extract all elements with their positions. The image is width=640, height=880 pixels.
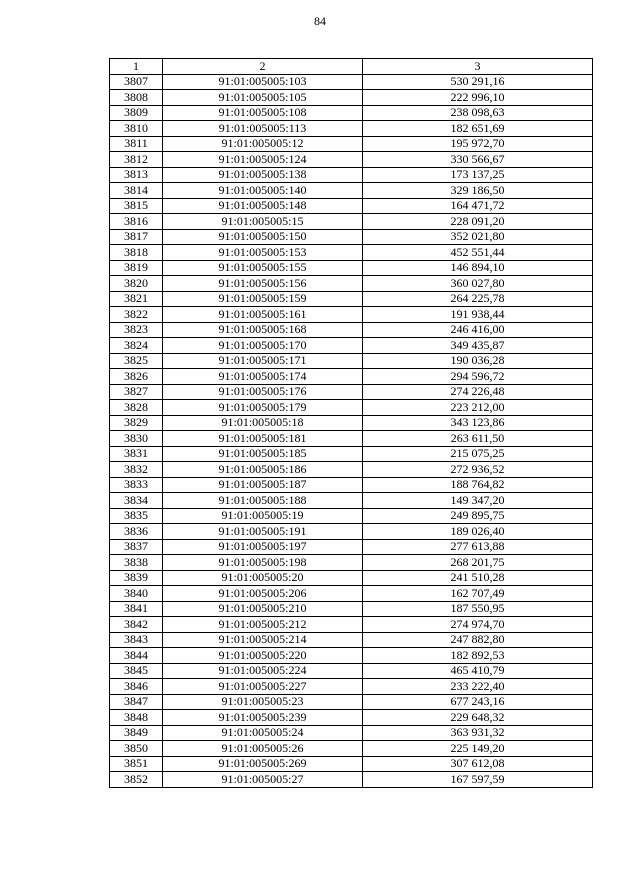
value-cell: 225 149,20 [363,741,593,757]
value-cell: 164 471,72 [363,198,593,214]
column-header-2: 2 [163,59,363,75]
row-number-cell: 3847 [110,694,163,710]
row-number-cell: 3826 [110,369,163,385]
cadastral-number-cell: 91:01:005005:140 [163,183,363,199]
cadastral-number-cell: 91:01:005005:170 [163,338,363,354]
value-cell: 677 243,16 [363,694,593,710]
value-cell: 229 648,32 [363,710,593,726]
row-number-cell: 3833 [110,477,163,493]
cadastral-number-cell: 91:01:005005:176 [163,384,363,400]
row-number-cell: 3836 [110,524,163,540]
cadastral-number-cell: 91:01:005005:103 [163,74,363,90]
table-row [110,741,593,757]
table-row [110,648,593,664]
table-row [110,276,593,292]
row-number-cell: 3814 [110,183,163,199]
value-cell: 215 075,25 [363,446,593,462]
row-number-cell: 3841 [110,601,163,617]
row-number-cell: 3848 [110,710,163,726]
value-cell: 222 996,10 [363,90,593,106]
table-header-row [110,59,593,75]
row-number-cell: 3835 [110,508,163,524]
table-row [110,229,593,245]
cadastral-number-cell: 91:01:005005:105 [163,90,363,106]
value-cell: 363 931,32 [363,725,593,741]
table-row [110,524,593,540]
value-cell: 249 895,75 [363,508,593,524]
row-number-cell: 3831 [110,446,163,462]
page-number: 84 [314,14,326,28]
value-cell: 264 225,78 [363,291,593,307]
table-body [110,74,593,787]
table-row [110,198,593,214]
row-number-cell: 3839 [110,570,163,586]
table-row [110,772,593,788]
table-row [110,663,593,679]
row-number-cell: 3829 [110,415,163,431]
cadastral-number-cell: 91:01:005005:12 [163,136,363,152]
table-row [110,539,593,555]
cadastral-number-cell: 91:01:005005:18 [163,415,363,431]
table-row [110,570,593,586]
table-row [110,121,593,137]
row-number-cell: 3844 [110,648,163,664]
row-number-cell: 3817 [110,229,163,245]
table-row [110,679,593,695]
row-number-cell: 3813 [110,167,163,183]
table-row [110,90,593,106]
cadastral-number-cell: 91:01:005005:108 [163,105,363,121]
table-row [110,74,593,90]
cadastral-number-cell: 91:01:005005:269 [163,756,363,772]
cadastral-number-cell: 91:01:005005:212 [163,617,363,633]
value-cell: 167 597,59 [363,772,593,788]
table-row [110,338,593,354]
value-cell: 149 347,20 [363,493,593,509]
row-number-cell: 3819 [110,260,163,276]
row-number-cell: 3843 [110,632,163,648]
value-cell: 146 894,10 [363,260,593,276]
row-number-cell: 3818 [110,245,163,261]
cadastral-number-cell: 91:01:005005:159 [163,291,363,307]
value-cell: 277 613,88 [363,539,593,555]
table-row [110,307,593,323]
table-header [110,59,593,75]
cadastral-number-cell: 91:01:005005:198 [163,555,363,571]
table-row [110,369,593,385]
value-cell: 182 651,69 [363,121,593,137]
cadastral-number-cell: 91:01:005005:138 [163,167,363,183]
row-number-cell: 3821 [110,291,163,307]
value-cell: 247 882,80 [363,632,593,648]
cadastral-number-cell: 91:01:005005:26 [163,741,363,757]
row-number-cell: 3850 [110,741,163,757]
row-number-cell: 3824 [110,338,163,354]
value-cell: 349 435,87 [363,338,593,354]
cadastral-number-cell: 91:01:005005:156 [163,276,363,292]
table-row [110,555,593,571]
row-number-cell: 3816 [110,214,163,230]
row-number-cell: 3811 [110,136,163,152]
table-row [110,415,593,431]
cadastral-number-cell: 91:01:005005:181 [163,431,363,447]
row-number-cell: 3832 [110,462,163,478]
table-row [110,105,593,121]
value-cell: 452 551,44 [363,245,593,261]
table-row [110,493,593,509]
row-number-cell: 3807 [110,74,163,90]
value-cell: 274 974,70 [363,617,593,633]
table-row [110,167,593,183]
value-cell: 268 201,75 [363,555,593,571]
cadastral-number-cell: 91:01:005005:148 [163,198,363,214]
value-cell: 352 021,80 [363,229,593,245]
table-row [110,400,593,416]
value-cell: 465 410,79 [363,663,593,679]
value-cell: 189 026,40 [363,524,593,540]
value-cell: 307 612,08 [363,756,593,772]
table-row [110,462,593,478]
table-row [110,431,593,447]
table-row [110,586,593,602]
table-row [110,710,593,726]
table-row [110,291,593,307]
cadastral-number-cell: 91:01:005005:161 [163,307,363,323]
cadastral-number-cell: 91:01:005005:206 [163,586,363,602]
table-row [110,694,593,710]
row-number-cell: 3852 [110,772,163,788]
value-cell: 173 137,25 [363,167,593,183]
value-cell: 162 707,49 [363,586,593,602]
value-cell: 223 212,00 [363,400,593,416]
table-row [110,322,593,338]
value-cell: 246 416,00 [363,322,593,338]
cadastral-number-cell: 91:01:005005:214 [163,632,363,648]
cadastral-number-cell: 91:01:005005:168 [163,322,363,338]
cadastral-number-cell: 91:01:005005:188 [163,493,363,509]
row-number-cell: 3837 [110,539,163,555]
table-row [110,632,593,648]
row-number-cell: 3838 [110,555,163,571]
table-row [110,214,593,230]
table-row [110,183,593,199]
value-cell: 330 566,67 [363,152,593,168]
value-cell: 530 291,16 [363,74,593,90]
row-number-cell: 3809 [110,105,163,121]
cadastral-number-cell: 91:01:005005:124 [163,152,363,168]
cadastral-number-cell: 91:01:005005:191 [163,524,363,540]
value-cell: 274 226,48 [363,384,593,400]
row-number-cell: 3812 [110,152,163,168]
row-number-cell: 3810 [110,121,163,137]
row-number-cell: 3846 [110,679,163,695]
table-row [110,384,593,400]
row-number-cell: 3820 [110,276,163,292]
value-cell: 195 972,70 [363,136,593,152]
data-table [109,58,593,788]
value-cell: 329 186,50 [363,183,593,199]
value-cell: 238 098,63 [363,105,593,121]
row-number-cell: 3840 [110,586,163,602]
table-row [110,725,593,741]
cadastral-number-cell: 91:01:005005:179 [163,400,363,416]
row-number-cell: 3845 [110,663,163,679]
table-row [110,260,593,276]
row-number-cell: 3830 [110,431,163,447]
cadastral-number-cell: 91:01:005005:23 [163,694,363,710]
cadastral-number-cell: 91:01:005005:19 [163,508,363,524]
value-cell: 188 764,82 [363,477,593,493]
cadastral-number-cell: 91:01:005005:174 [163,369,363,385]
table-row [110,353,593,369]
value-cell: 228 091,20 [363,214,593,230]
cadastral-number-cell: 91:01:005005:210 [163,601,363,617]
table-row [110,245,593,261]
cadastral-number-cell: 91:01:005005:224 [163,663,363,679]
table-row [110,477,593,493]
table-row [110,152,593,168]
cadastral-number-cell: 91:01:005005:227 [163,679,363,695]
row-number-cell: 3842 [110,617,163,633]
cadastral-number-cell: 91:01:005005:27 [163,772,363,788]
row-number-cell: 3851 [110,756,163,772]
cadastral-number-cell: 91:01:005005:220 [163,648,363,664]
table-row [110,756,593,772]
cadastral-number-cell: 91:01:005005:150 [163,229,363,245]
cadastral-number-cell: 91:01:005005:20 [163,570,363,586]
value-cell: 343 123,86 [363,415,593,431]
cadastral-number-cell: 91:01:005005:24 [163,725,363,741]
row-number-cell: 3822 [110,307,163,323]
row-number-cell: 3828 [110,400,163,416]
cadastral-number-cell: 91:01:005005:153 [163,245,363,261]
row-number-cell: 3808 [110,90,163,106]
row-number-cell: 3849 [110,725,163,741]
value-cell: 233 222,40 [363,679,593,695]
row-number-cell: 3825 [110,353,163,369]
cadastral-number-cell: 91:01:005005:197 [163,539,363,555]
value-cell: 182 892,53 [363,648,593,664]
row-number-cell: 3834 [110,493,163,509]
table-row [110,617,593,633]
table-row [110,508,593,524]
cadastral-number-cell: 91:01:005005:171 [163,353,363,369]
cadastral-number-cell: 91:01:005005:15 [163,214,363,230]
cadastral-number-cell: 91:01:005005:185 [163,446,363,462]
value-cell: 187 550,95 [363,601,593,617]
cadastral-number-cell: 91:01:005005:186 [163,462,363,478]
value-cell: 294 596,72 [363,369,593,385]
row-number-cell: 3815 [110,198,163,214]
cadastral-number-cell: 91:01:005005:113 [163,121,363,137]
column-header-3: 3 [363,59,593,75]
value-cell: 241 510,28 [363,570,593,586]
value-cell: 263 611,50 [363,431,593,447]
value-cell: 191 938,44 [363,307,593,323]
cadastral-number-cell: 91:01:005005:239 [163,710,363,726]
row-number-cell: 3823 [110,322,163,338]
value-cell: 272 936,52 [363,462,593,478]
row-number-cell: 3827 [110,384,163,400]
cadastral-number-cell: 91:01:005005:155 [163,260,363,276]
column-header-1: 1 [110,59,163,75]
table-row [110,601,593,617]
table-row [110,446,593,462]
table-row [110,136,593,152]
value-cell: 190 036,28 [363,353,593,369]
value-cell: 360 027,80 [363,276,593,292]
cadastral-number-cell: 91:01:005005:187 [163,477,363,493]
